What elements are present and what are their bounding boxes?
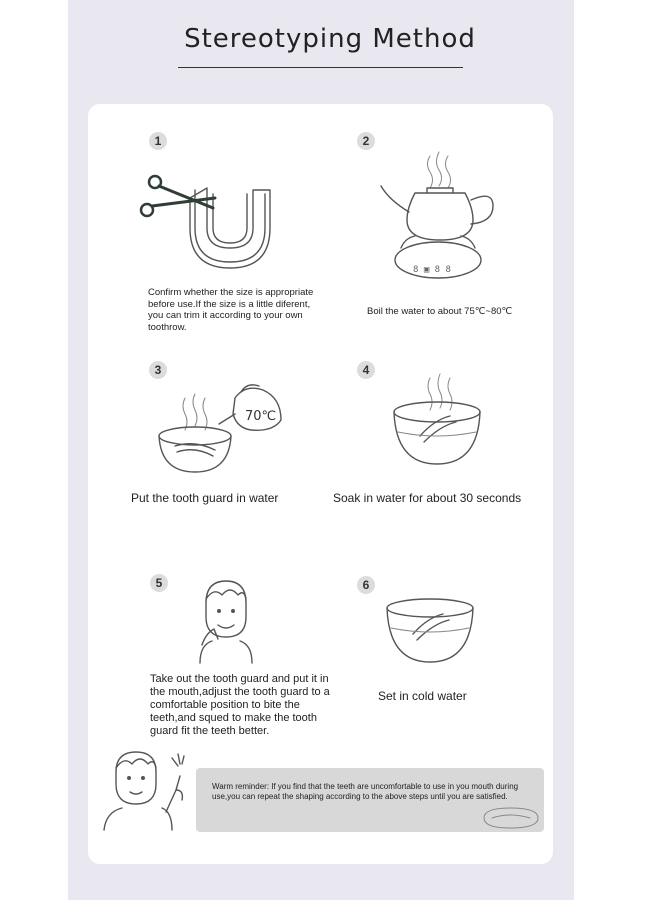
child-inserting-guard-icon [192, 573, 264, 665]
step-5-number: 5 [150, 574, 168, 592]
bowl-with-steam-icon [390, 370, 485, 470]
step-4-caption: Soak in water for about 30 seconds [333, 491, 522, 505]
teapot-on-heater-icon [375, 148, 500, 288]
step-5-caption: Take out the tooth guard and put it in the mouth,adjust the tooth guard to a comfortable position to bite the teeth,and squed to make the tooth guard fit the teeth better. [150, 673, 330, 737]
step-2-caption: Boil the water to about 75℃~80℃ [367, 306, 513, 317]
tooth-guard-icon [480, 804, 542, 832]
step-3-number: 3 [149, 361, 167, 379]
child-pointing-icon [100, 746, 195, 836]
kettle-temperature-label: 70℃ [245, 409, 277, 424]
step-3-caption: Put the tooth guard in water [131, 491, 279, 505]
step-2-number: 2 [357, 132, 375, 150]
step-6-caption: Set in cold water [378, 689, 467, 703]
title-underline [178, 67, 463, 68]
step-6-number: 6 [357, 576, 375, 594]
page-title: Stereotyping Method [184, 24, 476, 54]
svg-text:8 ▣ 8 8: 8 ▣ 8 8 [413, 265, 451, 275]
warm-reminder-text: Warm reminder: If you find that the teeth are uncomfortable to use in you mouth during use,you can repeat the shaping according to the above steps until you are satisfied. [212, 782, 519, 801]
step-4-number: 4 [357, 361, 375, 379]
step-1-caption: Confirm whether the size is appropriate before use.If the size is a little diferent, you can trim it according to your own toothrow. [148, 287, 314, 333]
pouring-kettle-into-bowl-icon [155, 380, 290, 480]
step-1-number: 1 [149, 132, 167, 150]
scissors-trimming-guard-icon [135, 168, 285, 278]
bowl-cold-water-icon [383, 598, 478, 668]
